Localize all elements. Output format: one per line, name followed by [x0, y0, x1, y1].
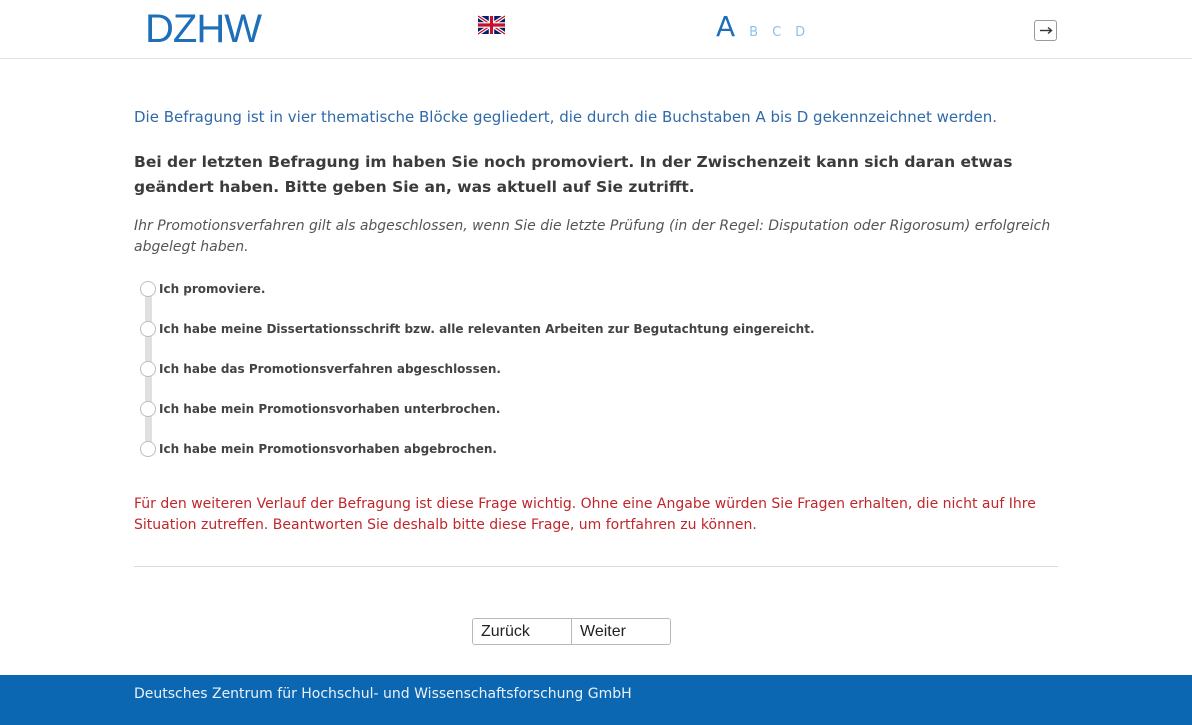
block-b: B [749, 25, 759, 40]
radio-button[interactable] [140, 401, 156, 417]
option-abgeschlossen[interactable] [134, 360, 1058, 400]
next-button[interactable]: Weiter [571, 619, 670, 644]
question-text: Bei der letzten Befragung im haben Sie noch promoviert. In der Zwischenzeit kann sich daran etwas geändert haben. Bitte geben Sie an, was aktuell auf Sie zutrifft. [134, 153, 1013, 196]
validation-warning: Für den weiteren Verlauf der Befragung ist diese Frage wichtig. Ohne eine Angabe würden Sie Fragen erhalten, die nicht auf Ihre Situation zutreffen. Beantworten Sie deshalb bitte diese Frage, um fortfahren zu können. [134, 496, 1036, 533]
option-label[interactable]: Ich habe meine Dissertationsschrift bzw. alle relevanten Arbeiten zur Begutachtung eingereicht. [159, 322, 815, 336]
option-label[interactable]: Ich habe das Promotionsverfahren abgeschlossen. [159, 362, 501, 376]
answer-options [134, 280, 1058, 480]
uk-flag-icon[interactable] [478, 15, 505, 35]
radio-button[interactable] [140, 441, 156, 457]
option-label[interactable]: Ich promoviere. [159, 282, 266, 296]
option-unterbrochen[interactable] [134, 400, 1058, 440]
logo-text: DZHW [145, 8, 261, 48]
option-eingereicht[interactable] [134, 320, 1058, 360]
header [0, 0, 1192, 59]
footer [0, 675, 1192, 725]
block-intro-text: Die Befragung ist in vier thematische Blöcke gegliedert, die durch die Buchstaben A bis D gekennzeichnet werden. [134, 108, 998, 126]
survey-content [134, 106, 1058, 567]
question-hint: Ihr Promotionsverfahren gilt als abgeschlossen, wenn Sie die letzte Prüfung (in der Regel: Disputation oder Rigorosum) erfolgreich abgelegt haben. [134, 218, 1051, 255]
option-label[interactable]: Ich habe mein Promotionsvorhaben abgebrochen. [159, 442, 497, 456]
navigation-buttons [472, 618, 671, 645]
option-promoviere[interactable] [134, 280, 1058, 320]
divider [134, 566, 1058, 567]
block-c: C [772, 25, 782, 40]
footer-text: Deutsches Zentrum für Hochschul- und Wissenschaftsforschung GmbH [134, 686, 632, 702]
radio-button[interactable] [140, 281, 156, 297]
block-indicator [716, 10, 819, 43]
back-button[interactable]: Zurück [473, 619, 571, 644]
logout-icon [1039, 25, 1053, 36]
logout-button[interactable] [1034, 20, 1057, 41]
dzhw-logo[interactable] [145, 8, 275, 48]
block-a-active: A [716, 10, 736, 43]
radio-button[interactable] [140, 361, 156, 377]
block-d: D [795, 25, 806, 40]
radio-button[interactable] [140, 321, 156, 337]
option-label[interactable]: Ich habe mein Promotionsvorhaben unterbrochen. [159, 402, 501, 416]
option-abgebrochen[interactable] [134, 440, 1058, 480]
